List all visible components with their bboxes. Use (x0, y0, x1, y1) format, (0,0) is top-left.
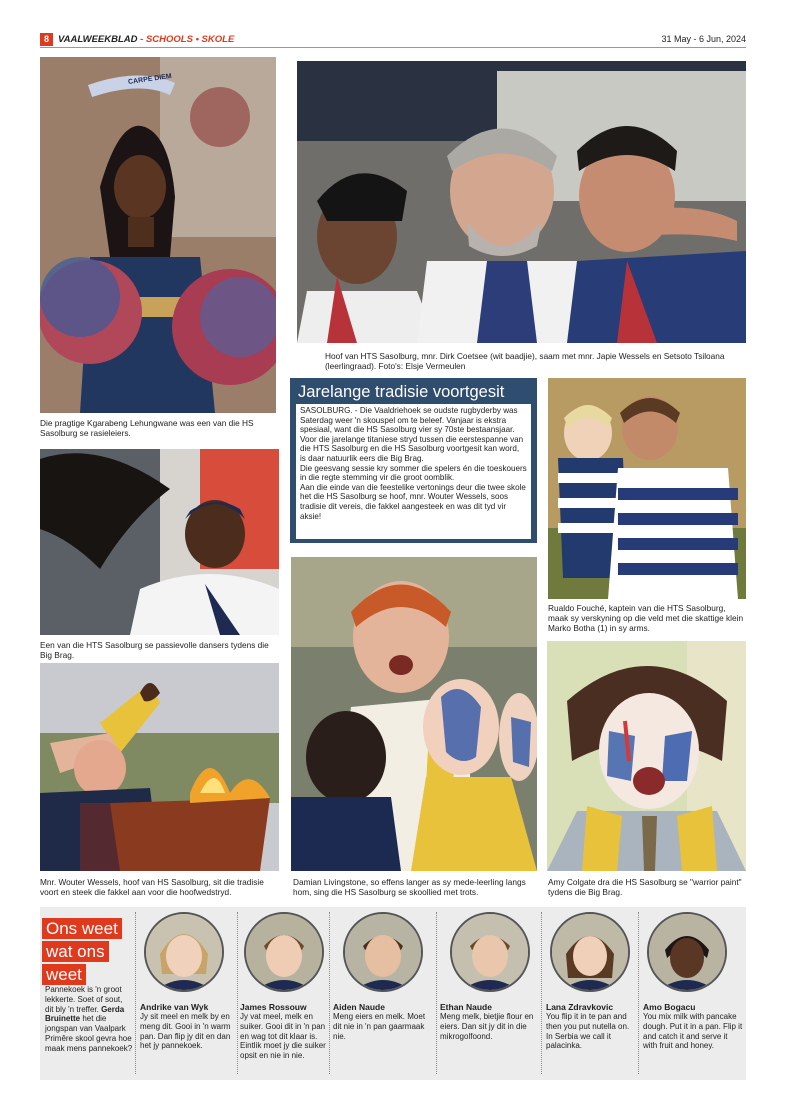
principal-caption: Hoof van HTS Sasolburg, mnr. Dirk Coetsee (wit baadjie), saam met mnr. Japie Wessels en Setsoto Tsiloana (leerlingraad). Foto's: Elsje Vermeulen (325, 351, 725, 371)
column-divider (638, 912, 639, 1074)
article-paragraph: Aan die einde van die feestelike vertonings deur die twee skole het die HS Sasolburg se hoof, mnr. Wouter Wessels, soos tradisie dit vereis, die fakkel aangesteek en was dit tyd vir aksie! (300, 482, 526, 521)
article-body (296, 404, 531, 539)
kid-entry (643, 912, 743, 1051)
kid-portrait (550, 912, 630, 992)
kid-name: Lana Zdravkovic (546, 1002, 614, 1012)
vox-pop-heading-line: wat ons (42, 941, 109, 962)
torch-caption: Mnr. Wouter Wessels, hoof van HS Sasolburg, sit die tradisie voort en steek die fakkel aan voor die hoofwedstryd. (40, 877, 264, 897)
vox-pop-intro (45, 985, 133, 1054)
kid-name: Aiden Naude (333, 1002, 385, 1012)
kid-answer: Meng melk, bietjie flour en eiers. Dan sit jy dit in die mikrogolfoond. (440, 1012, 534, 1041)
kid-answer: You mix milk with pancake dough. Put it in a pan. Flip it and catch it and serve it with fruit and honey. (643, 1012, 743, 1051)
kid-answer: Jy vat meel, melk en suiker. Gooi dit in 'n pan en wag tot dit klaar is. Eintlik moet jy die suiker opsit en nie in nie. (240, 1012, 326, 1061)
section-name: - SCHOOLS • SKOLE (140, 34, 235, 45)
column-divider (237, 912, 238, 1074)
singer-caption: Damian Livingstone, so effens langer as sy mede-leerling langs hom, sing die HS Sasolburg se skoollied met trots. (293, 877, 526, 897)
article-paragraph: SASOLBURG. - Die Vaaldriehoek se oudste rugbyderby was Saterdag weer 'n skouspel om te beleef. Vanjaar is ekstra spesiaal, want die HS Sasolburg vier sy 70ste bestaansjaar. (300, 406, 518, 435)
dancer-photo (40, 449, 279, 635)
kid-name: Ethan Naude (440, 1002, 492, 1012)
dancer-caption: Een van die HTS Sasolburg se passievolle dansers tydens die Big Brag. (40, 640, 269, 660)
column-divider (436, 912, 437, 1074)
captain-caption: Rualdo Fouché, kaptein van die HTS Sasolburg, maak sy verskyning op die veld met die skattige klein Marko Botha (1) in sy arms. (548, 603, 744, 633)
page-number: 8 (40, 33, 53, 46)
kid-entry (546, 912, 636, 1051)
kid-name: Andrike van Wyk (140, 1002, 209, 1012)
principal-photo (297, 61, 746, 343)
cheerleader-photo (40, 57, 276, 413)
kid-entry (140, 912, 236, 1051)
kid-name: Amo Bogacu (643, 1002, 696, 1012)
kid-portrait (450, 912, 530, 992)
brand-name: VAALWEEKBLAD (58, 34, 138, 45)
vox-pop-heading-line: Ons weet (42, 918, 122, 939)
masthead (58, 33, 234, 46)
kid-entry (240, 912, 326, 1061)
column-divider (135, 912, 136, 1074)
warpaint-photo (547, 641, 746, 871)
kid-portrait (647, 912, 727, 992)
column-divider (541, 912, 542, 1074)
article-title: Jarelange tradisie voortgesit (298, 383, 505, 401)
intro-text: Pannekoek is 'n groot lekkerte. Soet of sout, dit bly 'n treffer. (45, 985, 123, 1014)
kid-answer: Jy sit meel en melk by en meng dit. Gooi in 'n warm pan. Dan flip jy dit en dan het jy pannekoek. (140, 1012, 231, 1051)
intro-author: Gerda Bruinette (45, 1004, 125, 1024)
kid-answer: You flip it in te pan and then you put nutella on. In Serbia we call it palacinka. (546, 1012, 630, 1051)
column-divider (329, 912, 330, 1074)
kid-portrait (244, 912, 324, 992)
captain-photo (548, 378, 746, 599)
kid-portrait (343, 912, 423, 992)
kid-name: James Rossouw (240, 1002, 307, 1012)
kid-entry (440, 912, 538, 1041)
cheerleader-caption: Die pragtige Kgarabeng Lehungwane was een van die HS Sasolburg se rasieleiers. (40, 418, 254, 438)
singer-photo (291, 557, 537, 871)
article-paragraph: Die geesvang sessie kry sommer die spelers én die toeskouers in die regte stemming vir die groot oomblik. (300, 463, 527, 483)
issue-date: 31 May - 6 Jun, 2024 (661, 34, 746, 44)
intro-text: het die jongspan van Vaalpark Primêre skool gevra hoe maak mens pannekoek? (45, 1014, 133, 1053)
kid-portrait (144, 912, 224, 992)
article-paragraph: Voor die jarelange titaniese stryd tussen die eerstespanne van die HTS Sasolburg en die HS Sasolburg voortgesit kan word, is daar natuurlik eers die Big Brag. (300, 434, 524, 463)
headband-text: CARPE DIEM (127, 72, 173, 87)
torch-photo (40, 663, 279, 871)
vox-pop-heading (42, 918, 122, 987)
vox-pop-heading-line: weet (42, 964, 86, 985)
kid-answer: Meng eiers en melk. Moet dit nie in 'n pan gaarmaak nie. (333, 1012, 426, 1041)
header-rule (40, 47, 746, 48)
warpaint-caption: Amy Colgate dra die HS Sasolburg se "warrior paint" tydens die Big Brag. (548, 877, 742, 897)
kid-entry (333, 912, 433, 1041)
